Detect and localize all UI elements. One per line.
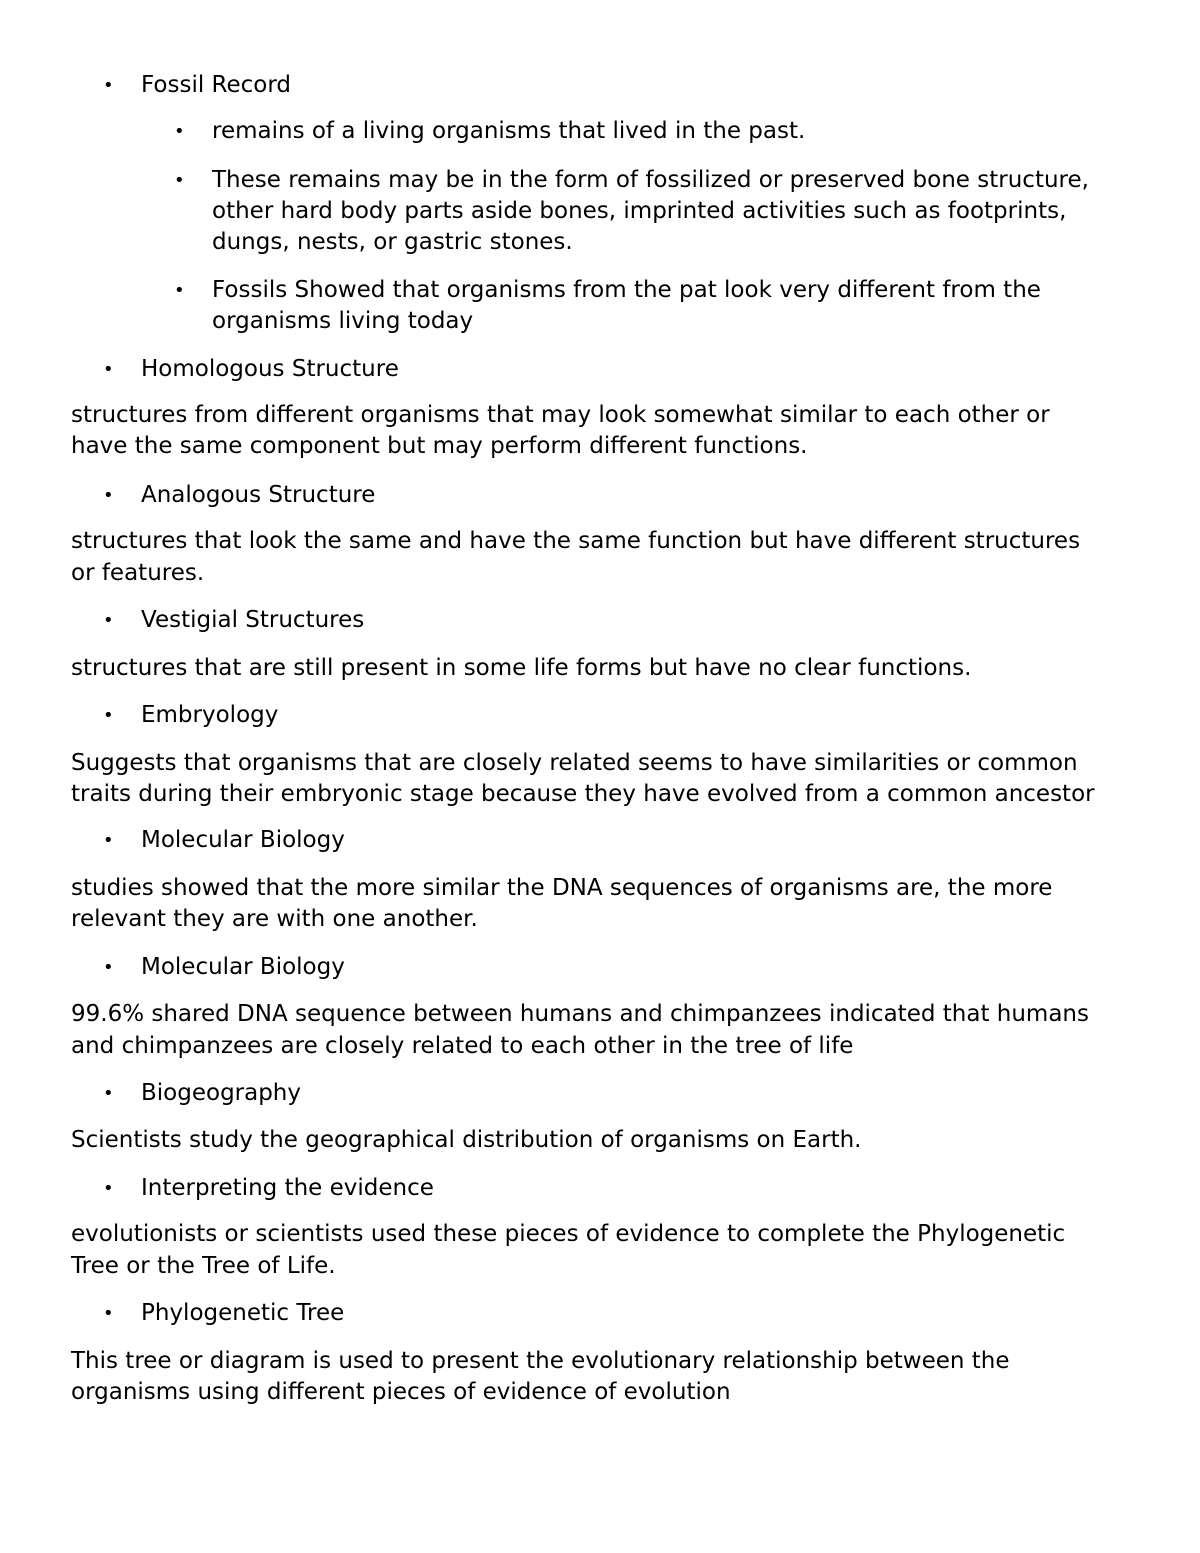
- bullet-icon: •: [103, 610, 114, 631]
- body-line: traits during their embryonic stage because they have evolved from a common ancestor: [71, 781, 1095, 807]
- bullet-icon: •: [103, 485, 114, 506]
- body-line: relevant they are with one another.: [71, 906, 478, 932]
- section-heading-embryology: Embryology: [141, 702, 279, 728]
- bullet-icon: •: [103, 957, 114, 978]
- section-heading-fossil-record: Fossil Record: [141, 72, 292, 98]
- section-heading-vestigial-structures: Vestigial Structures: [141, 607, 365, 633]
- body-line: structures that are still present in some life forms but have no clear functions.: [71, 655, 972, 681]
- section-heading-molecular-biology: Molecular Biology: [141, 827, 345, 853]
- bullet-icon: •: [103, 75, 114, 96]
- body-line: have the same component but may perform different functions.: [71, 433, 808, 459]
- bullet-icon: •: [174, 170, 185, 191]
- body-line: or features.: [71, 560, 205, 586]
- section-heading-analogous-structure: Analogous Structure: [141, 482, 376, 508]
- subitem-line: dungs, nests, or gastric stones.: [212, 229, 573, 255]
- body-line: Tree or the Tree of Life.: [71, 1253, 336, 1279]
- body-line: structures that look the same and have the same function but have different structures: [71, 528, 1081, 554]
- body-line: evolutionists or scientists used these pieces of evidence to complete the Phylogenetic: [71, 1221, 1066, 1247]
- section-heading-interpreting-the-evidence: Interpreting the evidence: [141, 1175, 434, 1201]
- bullet-icon: •: [103, 359, 114, 380]
- body-line: This tree or diagram is used to present the evolutionary relationship between the: [71, 1348, 1010, 1374]
- section-heading-biogeography: Biogeography: [141, 1080, 302, 1106]
- body-line: Scientists study the geographical distribution of organisms on Earth.: [71, 1127, 862, 1153]
- body-line: organisms using different pieces of evidence of evolution: [71, 1379, 731, 1405]
- bullet-icon: •: [103, 1178, 114, 1199]
- bullet-icon: •: [103, 705, 114, 726]
- subitem-line: These remains may be in the form of fossilized or preserved bone structure,: [212, 167, 1089, 193]
- body-line: and chimpanzees are closely related to each other in the tree of life: [71, 1033, 854, 1059]
- subitem-line: other hard body parts aside bones, imprinted activities such as footprints,: [212, 198, 1067, 224]
- body-line: structures from different organisms that may look somewhat similar to each other or: [71, 402, 1050, 428]
- body-line: 99.6% shared DNA sequence between humans and chimpanzees indicated that humans: [71, 1001, 1089, 1027]
- bullet-icon: •: [103, 1083, 114, 1104]
- subitem-line: remains of a living organisms that lived in the past.: [212, 118, 806, 144]
- body-line: Suggests that organisms that are closely related seems to have similarities or common: [71, 750, 1078, 776]
- bullet-icon: •: [103, 1303, 114, 1324]
- subitem-line: Fossils Showed that organisms from the pat look very different from the: [212, 277, 1041, 303]
- bullet-icon: •: [103, 830, 114, 851]
- section-heading-molecular-biology: Molecular Biology: [141, 954, 345, 980]
- subitem-line: organisms living today: [212, 308, 474, 334]
- bullet-icon: •: [174, 121, 185, 142]
- section-heading-phylogenetic-tree: Phylogenetic Tree: [141, 1300, 345, 1326]
- body-line: studies showed that the more similar the DNA sequences of organisms are, the more: [71, 875, 1053, 901]
- section-heading-homologous-structure: Homologous Structure: [141, 356, 399, 382]
- bullet-icon: •: [174, 280, 185, 301]
